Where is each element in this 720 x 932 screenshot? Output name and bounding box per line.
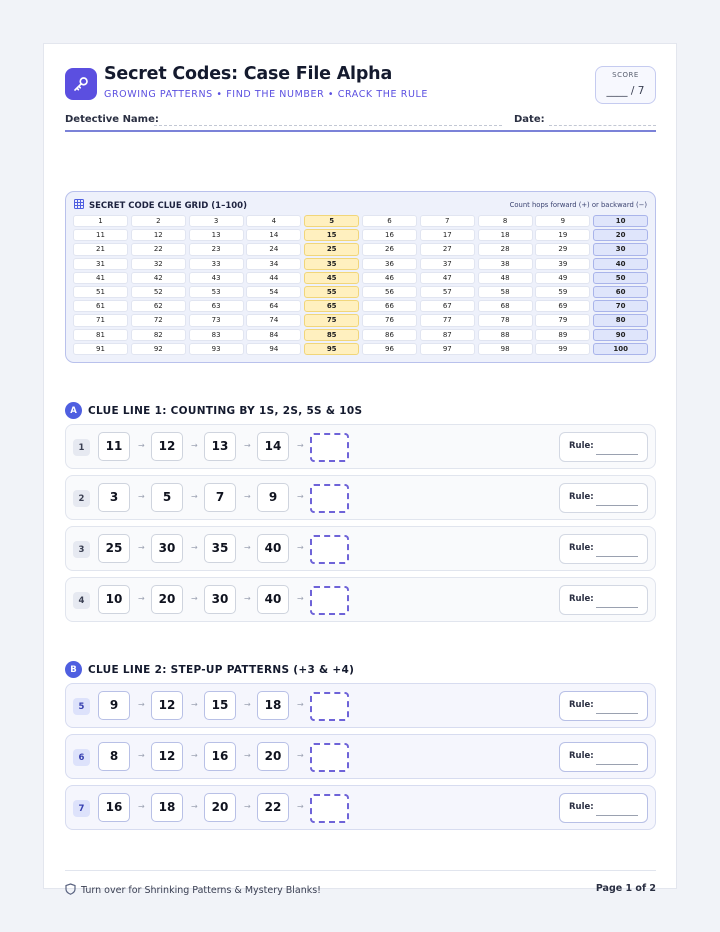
grid-cell: 91 xyxy=(73,343,128,355)
rule-label: Rule: xyxy=(569,751,594,761)
page-title: Secret Codes: Case File Alpha xyxy=(104,64,393,84)
section-badge: A xyxy=(65,402,82,419)
grid-cell: 50 xyxy=(593,272,648,284)
grid-cell: 82 xyxy=(131,329,186,341)
pattern-number: 25 xyxy=(98,534,130,563)
grid-cell: 10 xyxy=(593,215,648,227)
rule-label: Rule: xyxy=(569,543,594,553)
grid-cell: 46 xyxy=(362,272,417,284)
detective-name-label: Detective Name: xyxy=(65,114,159,125)
grid-cell: 49 xyxy=(535,272,590,284)
grid-cell: 47 xyxy=(420,272,475,284)
arrow-icon: → xyxy=(191,441,198,450)
grid-cell: 36 xyxy=(362,258,417,270)
grid-cell: 79 xyxy=(535,314,590,326)
grid-cell: 85 xyxy=(304,329,359,341)
pattern-number: 9 xyxy=(257,483,289,512)
arrow-icon: → xyxy=(138,543,145,552)
grid-cell: 22 xyxy=(131,243,186,255)
grid-cell: 7 xyxy=(420,215,475,227)
answer-blank[interactable] xyxy=(310,743,349,772)
grid-cell: 62 xyxy=(131,300,186,312)
pattern-number: 40 xyxy=(257,534,289,563)
problem-number: 4 xyxy=(73,592,90,609)
score-label: SCORE xyxy=(612,71,639,79)
grid-cell: 76 xyxy=(362,314,417,326)
grid-cell: 12 xyxy=(131,229,186,241)
problem-number: 7 xyxy=(73,800,90,817)
grid-cell: 64 xyxy=(246,300,301,312)
grid-cell: 56 xyxy=(362,286,417,298)
clue-grid-hint: Count hops forward (+) or backward (−) xyxy=(509,201,647,209)
grid-cell: 29 xyxy=(535,243,590,255)
grid-cell: 58 xyxy=(478,286,533,298)
arrow-icon: → xyxy=(191,802,198,811)
grid-cell: 33 xyxy=(189,258,244,270)
arrow-icon: → xyxy=(138,441,145,450)
grid-cell: 51 xyxy=(73,286,128,298)
name-date-row xyxy=(65,112,656,132)
grid-cell: 71 xyxy=(73,314,128,326)
arrow-icon: → xyxy=(138,594,145,603)
pattern-number: 18 xyxy=(151,793,183,822)
pattern-number: 16 xyxy=(98,793,130,822)
section-header xyxy=(65,402,362,419)
arrow-icon: → xyxy=(191,594,198,603)
pattern-number: 13 xyxy=(204,432,236,461)
grid-cell: 35 xyxy=(304,258,359,270)
grid-cell: 42 xyxy=(131,272,186,284)
pattern-number: 20 xyxy=(257,742,289,771)
grid-cell: 65 xyxy=(304,300,359,312)
section-header xyxy=(65,661,354,678)
problem-number: 1 xyxy=(73,439,90,456)
detective-name-field[interactable] xyxy=(154,125,502,126)
pattern-number: 12 xyxy=(151,742,183,771)
grid-cell: 4 xyxy=(246,215,301,227)
pattern-number: 11 xyxy=(98,432,130,461)
rule-label: Rule: xyxy=(569,441,594,451)
pattern-number: 20 xyxy=(204,793,236,822)
grid-cell: 86 xyxy=(362,329,417,341)
rule-answer-line[interactable] xyxy=(596,505,638,506)
arrow-icon: → xyxy=(191,700,198,709)
rule-answer-line[interactable] xyxy=(596,607,638,608)
answer-blank[interactable] xyxy=(310,692,349,721)
rule-answer-line[interactable] xyxy=(596,815,638,816)
grid-cell: 23 xyxy=(189,243,244,255)
grid-cell: 39 xyxy=(535,258,590,270)
grid-cell: 97 xyxy=(420,343,475,355)
pattern-row xyxy=(65,526,656,571)
grid-cell: 66 xyxy=(362,300,417,312)
pattern-number: 12 xyxy=(151,691,183,720)
arrow-icon: → xyxy=(244,492,251,501)
grid-cell: 83 xyxy=(189,329,244,341)
pattern-number: 30 xyxy=(151,534,183,563)
grid-cell: 77 xyxy=(420,314,475,326)
grid-cell: 72 xyxy=(131,314,186,326)
arrow-icon: → xyxy=(138,700,145,709)
grid-cell: 24 xyxy=(246,243,301,255)
pattern-number: 22 xyxy=(257,793,289,822)
score-value[interactable]: ____ / 7 xyxy=(606,85,645,97)
grid-cell: 59 xyxy=(535,286,590,298)
grid-cell: 15 xyxy=(304,229,359,241)
grid-cell: 32 xyxy=(131,258,186,270)
grid-cell: 54 xyxy=(246,286,301,298)
pattern-number: 18 xyxy=(257,691,289,720)
grid-cell: 81 xyxy=(73,329,128,341)
grid-cell: 21 xyxy=(73,243,128,255)
section-badge: B xyxy=(65,661,82,678)
grid-cell: 68 xyxy=(478,300,533,312)
rule-label: Rule: xyxy=(569,802,594,812)
pattern-number: 5 xyxy=(151,483,183,512)
grid-cell: 55 xyxy=(304,286,359,298)
grid-cell: 70 xyxy=(593,300,648,312)
grid-cell: 69 xyxy=(535,300,590,312)
key-icon xyxy=(65,68,97,100)
arrow-icon: → xyxy=(244,700,251,709)
grid-cell: 92 xyxy=(131,343,186,355)
header xyxy=(65,65,656,110)
grid-cell: 37 xyxy=(420,258,475,270)
grid-cell: 93 xyxy=(189,343,244,355)
problem-number: 2 xyxy=(73,490,90,507)
pattern-number: 35 xyxy=(204,534,236,563)
problem-number: 6 xyxy=(73,749,90,766)
rule-answer-line[interactable] xyxy=(596,454,638,455)
grid-cell: 31 xyxy=(73,258,128,270)
score-box xyxy=(595,66,656,104)
grid-cell: 74 xyxy=(246,314,301,326)
pattern-row xyxy=(65,734,656,779)
answer-blank[interactable] xyxy=(310,586,349,615)
grid-cell: 75 xyxy=(304,314,359,326)
pattern-number: 7 xyxy=(204,483,236,512)
arrow-icon: → xyxy=(297,594,304,603)
grid-cell: 30 xyxy=(593,243,648,255)
section-title: CLUE LINE 2: STEP-UP PATTERNS (+3 & +4) xyxy=(88,663,355,676)
pattern-row xyxy=(65,683,656,728)
arrow-icon: → xyxy=(297,441,304,450)
pattern-number: 12 xyxy=(151,432,183,461)
pattern-number: 3 xyxy=(98,483,130,512)
grid-cell: 9 xyxy=(535,215,590,227)
grid-cell: 5 xyxy=(304,215,359,227)
rule-box[interactable] xyxy=(559,691,648,721)
grid-cell: 34 xyxy=(246,258,301,270)
pattern-number: 30 xyxy=(204,585,236,614)
grid-cell: 20 xyxy=(593,229,648,241)
grid-cell: 28 xyxy=(478,243,533,255)
grid-cell: 60 xyxy=(593,286,648,298)
arrow-icon: → xyxy=(138,751,145,760)
grid-cell: 45 xyxy=(304,272,359,284)
pattern-row xyxy=(65,577,656,622)
grid-cell: 11 xyxy=(73,229,128,241)
grid-cell: 40 xyxy=(593,258,648,270)
grid-cell: 1 xyxy=(73,215,128,227)
arrow-icon: → xyxy=(244,441,251,450)
pattern-number: 10 xyxy=(98,585,130,614)
hundred-grid xyxy=(73,215,648,355)
page-subtitle: GROWING PATTERNS • FIND THE NUMBER • CRACK THE RULE xyxy=(104,89,429,100)
grid-cell: 52 xyxy=(131,286,186,298)
footer-note xyxy=(65,883,321,898)
grid-cell: 17 xyxy=(420,229,475,241)
arrow-icon: → xyxy=(297,751,304,760)
arrow-icon: → xyxy=(191,543,198,552)
grid-cell: 25 xyxy=(304,243,359,255)
grid-cell: 3 xyxy=(189,215,244,227)
grid-cell: 88 xyxy=(478,329,533,341)
pattern-row xyxy=(65,475,656,520)
grid-cell: 95 xyxy=(304,343,359,355)
section-title: CLUE LINE 1: COUNTING BY 1S, 2S, 5S & 10S xyxy=(88,404,363,417)
pattern-row xyxy=(65,785,656,830)
grid-cell: 44 xyxy=(246,272,301,284)
grid-cell: 96 xyxy=(362,343,417,355)
problem-number: 5 xyxy=(73,698,90,715)
rule-box[interactable] xyxy=(559,742,648,772)
worksheet-page xyxy=(43,43,677,896)
rule-box[interactable] xyxy=(559,432,648,462)
page-number: Page 1 of 2 xyxy=(595,883,656,894)
grid-icon xyxy=(74,199,84,212)
grid-cell: 61 xyxy=(73,300,128,312)
grid-cell: 90 xyxy=(593,329,648,341)
problem-number: 3 xyxy=(73,541,90,558)
arrow-icon: → xyxy=(244,802,251,811)
grid-cell: 57 xyxy=(420,286,475,298)
answer-blank[interactable] xyxy=(310,433,349,462)
grid-cell: 38 xyxy=(478,258,533,270)
grid-cell: 48 xyxy=(478,272,533,284)
grid-cell: 67 xyxy=(420,300,475,312)
grid-cell: 87 xyxy=(420,329,475,341)
rule-answer-line[interactable] xyxy=(596,556,638,557)
arrow-icon: → xyxy=(244,594,251,603)
clue-grid-title xyxy=(74,199,247,212)
grid-cell: 100 xyxy=(593,343,648,355)
rule-label: Rule: xyxy=(569,492,594,502)
grid-cell: 80 xyxy=(593,314,648,326)
grid-cell: 2 xyxy=(131,215,186,227)
arrow-icon: → xyxy=(191,492,198,501)
grid-cell: 26 xyxy=(362,243,417,255)
pattern-number: 14 xyxy=(257,432,289,461)
grid-cell: 89 xyxy=(535,329,590,341)
pattern-number: 15 xyxy=(204,691,236,720)
grid-cell: 98 xyxy=(478,343,533,355)
grid-cell: 84 xyxy=(246,329,301,341)
arrow-icon: → xyxy=(297,492,304,501)
footer xyxy=(65,870,656,896)
footer-note-text: Turn over for Shrinking Patterns & Mystery Blanks! xyxy=(81,885,321,896)
arrow-icon: → xyxy=(297,802,304,811)
grid-cell: 6 xyxy=(362,215,417,227)
grid-cell: 18 xyxy=(478,229,533,241)
answer-blank[interactable] xyxy=(310,535,349,564)
grid-cell: 27 xyxy=(420,243,475,255)
grid-cell: 63 xyxy=(189,300,244,312)
rule-box[interactable] xyxy=(559,793,648,823)
grid-cell: 41 xyxy=(73,272,128,284)
pattern-number: 9 xyxy=(98,691,130,720)
grid-cell: 13 xyxy=(189,229,244,241)
worksheet-content xyxy=(65,64,656,896)
arrow-icon: → xyxy=(138,492,145,501)
answer-blank[interactable] xyxy=(310,794,349,823)
clue-grid-title-text: SECRET CODE CLUE GRID (1–100) xyxy=(89,200,247,211)
rule-box[interactable] xyxy=(559,534,648,564)
grid-cell: 16 xyxy=(362,229,417,241)
grid-cell: 19 xyxy=(535,229,590,241)
pattern-number: 8 xyxy=(98,742,130,771)
grid-cell: 78 xyxy=(478,314,533,326)
pattern-row xyxy=(65,424,656,469)
grid-cell: 94 xyxy=(246,343,301,355)
grid-cell: 8 xyxy=(478,215,533,227)
arrow-icon: → xyxy=(138,802,145,811)
rule-box[interactable] xyxy=(559,585,648,615)
rule-box[interactable] xyxy=(559,483,648,513)
grid-cell: 73 xyxy=(189,314,244,326)
pattern-number: 20 xyxy=(151,585,183,614)
clue-grid-panel xyxy=(65,191,656,363)
arrow-icon: → xyxy=(297,700,304,709)
arrow-icon: → xyxy=(244,543,251,552)
arrow-icon: → xyxy=(297,543,304,552)
rule-answer-line[interactable] xyxy=(596,713,638,714)
grid-cell: 99 xyxy=(535,343,590,355)
grid-cell: 43 xyxy=(189,272,244,284)
pattern-number: 16 xyxy=(204,742,236,771)
rule-label: Rule: xyxy=(569,700,594,710)
rule-label: Rule: xyxy=(569,594,594,604)
arrow-icon: → xyxy=(191,751,198,760)
answer-blank[interactable] xyxy=(310,484,349,513)
arrow-icon: → xyxy=(244,751,251,760)
pattern-number: 40 xyxy=(257,585,289,614)
grid-cell: 53 xyxy=(189,286,244,298)
rule-answer-line[interactable] xyxy=(596,764,638,765)
date-field[interactable] xyxy=(549,125,656,126)
date-label: Date: xyxy=(514,114,545,125)
shield-icon xyxy=(65,883,76,898)
grid-cell: 14 xyxy=(246,229,301,241)
